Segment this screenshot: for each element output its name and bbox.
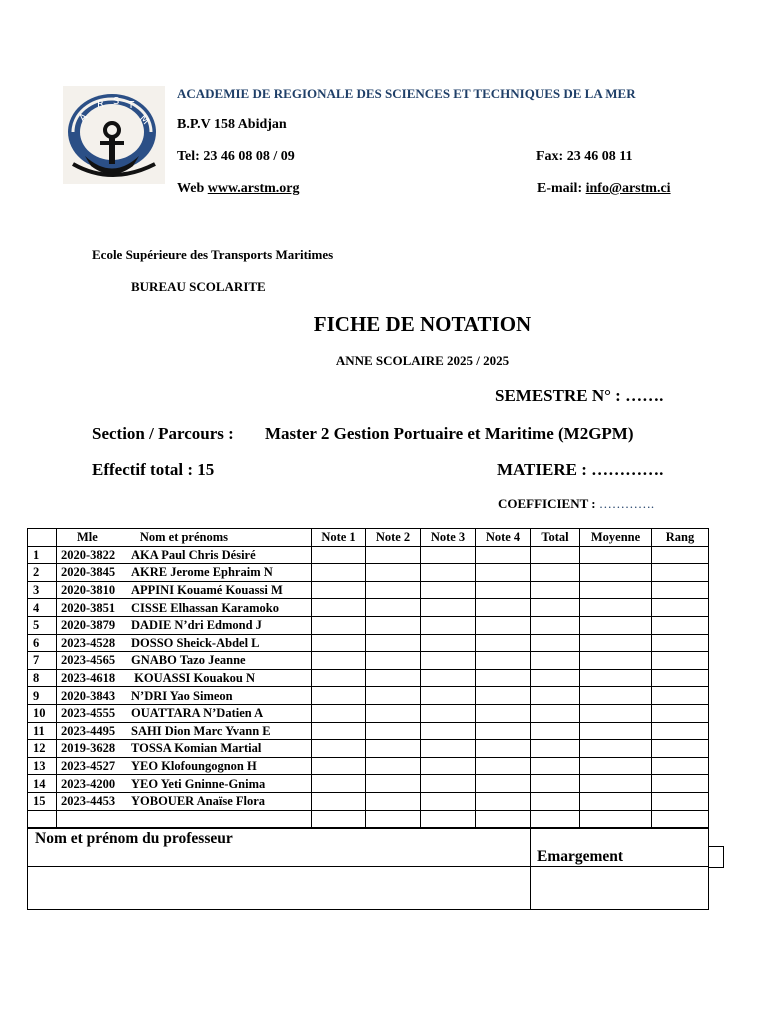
table-row [28, 757, 709, 775]
note2-cell[interactable] [366, 704, 421, 722]
section-value: Master 2 Gestion Portuaire et Maritime (M2GPM) [265, 424, 634, 443]
student-mle: 2023-4528 [61, 635, 116, 650]
note3-cell[interactable] [421, 687, 476, 705]
moyenne-cell[interactable] [580, 687, 652, 705]
student-mle: 2019-3628 [61, 741, 116, 756]
coefficient-dots: …………. [598, 496, 655, 511]
note3-cell[interactable] [421, 616, 476, 634]
total-cell[interactable] [531, 687, 580, 705]
student-cell [57, 775, 312, 793]
note2-cell[interactable] [366, 810, 421, 828]
anchor-logo-icon [63, 86, 165, 184]
row-index: 14 [28, 775, 57, 793]
row-index: 13 [28, 757, 57, 775]
table-header-row [28, 529, 709, 547]
svg-text:T: T [128, 100, 135, 111]
moyenne-cell[interactable] [580, 757, 652, 775]
student-name: YOBOUER Anaïse Flora [131, 794, 266, 809]
rang-cell[interactable] [652, 599, 709, 617]
note3-cell[interactable] [421, 722, 476, 740]
note2-cell[interactable] [366, 687, 421, 705]
document-title: FICHE DE NOTATION [313, 312, 532, 336]
note2-cell[interactable] [366, 634, 421, 652]
header-nom: Nom et prénoms [139, 530, 229, 545]
table-row [28, 599, 709, 617]
student-cell [57, 599, 312, 617]
note3-cell[interactable] [421, 792, 476, 810]
matiere-field: MATIERE : …………. [497, 460, 664, 479]
student-mle: 2023-4527 [61, 759, 116, 774]
note3-cell[interactable] [421, 599, 476, 617]
total-cell[interactable] [531, 564, 580, 582]
total-cell[interactable] [531, 652, 580, 670]
moyenne-cell[interactable] [580, 634, 652, 652]
note1-cell[interactable] [312, 722, 366, 740]
academy-name: ACADEMIE DE REGIONALE DES SCIENCES ET TECHNIQUES DE LA MER [177, 86, 636, 101]
student-mle: 2020-3879 [61, 618, 116, 633]
student-mle: 2023-4453 [61, 794, 116, 809]
school-name: Ecole Supérieure des Transports Maritimes [92, 247, 334, 262]
row-index: 8 [28, 669, 57, 687]
emargement-field[interactable] [531, 867, 709, 910]
student-mle: 2023-4565 [61, 653, 116, 668]
student-name: GNABO Tazo Jeanne [131, 653, 246, 668]
student-mle: 2020-3845 [61, 565, 116, 580]
header-note3: Note 3 [421, 529, 476, 547]
rang-cell[interactable] [652, 704, 709, 722]
emargement-label: Emargement [531, 829, 709, 867]
note1-cell[interactable] [312, 757, 366, 775]
note2-cell[interactable] [366, 616, 421, 634]
note4-cell[interactable] [476, 652, 531, 670]
arstm-logo [63, 86, 165, 184]
header-note1: Note 1 [312, 529, 366, 547]
student-mle: 2020-3851 [61, 600, 116, 615]
svg-text:R: R [97, 99, 104, 110]
note1-cell[interactable] [312, 616, 366, 634]
total-cell[interactable] [531, 792, 580, 810]
student-name: DOSSO Sheick-Abdel L [131, 635, 260, 650]
table-row [28, 740, 709, 758]
total-cell[interactable] [531, 704, 580, 722]
row-index: 4 [28, 599, 57, 617]
total-cell[interactable] [531, 599, 580, 617]
note3-cell[interactable] [421, 581, 476, 599]
student-name: YEO Yeti Gninne-Gnima [131, 776, 266, 791]
coefficient-label: COEFFICIENT : [498, 496, 599, 511]
note1-cell[interactable] [312, 775, 366, 793]
moyenne-cell[interactable] [580, 792, 652, 810]
row-index [28, 810, 57, 828]
note4-cell[interactable] [476, 810, 531, 828]
note2-cell[interactable] [366, 792, 421, 810]
note2-cell[interactable] [366, 652, 421, 670]
moyenne-cell[interactable] [580, 599, 652, 617]
signature-table [27, 828, 709, 910]
semestre-field: SEMESTRE N° : ……. [495, 386, 664, 405]
grades-table [27, 528, 709, 828]
note3-cell[interactable] [421, 704, 476, 722]
section-label: Section / Parcours : [92, 424, 234, 443]
row-index: 10 [28, 704, 57, 722]
note1-cell[interactable] [312, 634, 366, 652]
note1-cell[interactable] [312, 652, 366, 670]
note3-cell[interactable] [421, 757, 476, 775]
student-mle: 2020-3810 [61, 583, 116, 598]
header-total: Total [531, 529, 580, 547]
rang-cell[interactable] [652, 669, 709, 687]
student-name: TOSSA Komian Martial [131, 741, 262, 756]
note3-cell[interactable] [421, 775, 476, 793]
professor-name-label: Nom et prénom du professeur [28, 829, 531, 867]
note2-cell[interactable] [366, 546, 421, 564]
note4-cell[interactable] [476, 704, 531, 722]
note2-cell[interactable] [366, 740, 421, 758]
student-cell [57, 722, 312, 740]
moyenne-cell[interactable] [580, 704, 652, 722]
note1-cell[interactable] [312, 564, 366, 582]
note3-cell[interactable] [421, 546, 476, 564]
note3-cell[interactable] [421, 652, 476, 670]
row-index: 9 [28, 687, 57, 705]
student-cell [57, 652, 312, 670]
student-name: KOUASSI Kouakou N [131, 671, 255, 686]
rang-cell[interactable] [652, 616, 709, 634]
table-row [28, 722, 709, 740]
table-row [28, 581, 709, 599]
student-name: SAHI Dion Marc Yvann E [131, 723, 271, 738]
note1-cell[interactable] [312, 740, 366, 758]
rang-cell[interactable] [652, 810, 709, 828]
coefficient-field [498, 496, 654, 512]
total-cell[interactable] [531, 757, 580, 775]
row-index: 1 [28, 546, 57, 564]
note1-cell[interactable] [312, 599, 366, 617]
table-row [28, 810, 709, 828]
email-line [537, 181, 671, 197]
student-cell [57, 704, 312, 722]
note4-cell[interactable] [476, 546, 531, 564]
moyenne-cell[interactable] [580, 546, 652, 564]
student-name: DADIE N’dri Edmond J [131, 618, 262, 633]
note3-cell[interactable] [421, 634, 476, 652]
note2-cell[interactable] [366, 757, 421, 775]
student-name: APPINI Kouamé Kouassi M [131, 583, 283, 598]
student-name: YEO Klofoungognon H [131, 759, 257, 774]
website-line [177, 181, 300, 197]
student-mle: 2023-4618 [61, 671, 116, 686]
rang-cell[interactable] [652, 634, 709, 652]
rang-cell[interactable] [652, 775, 709, 793]
student-name: N’DRI Yao Simeon [131, 688, 233, 703]
table-row [28, 687, 709, 705]
student-cell [57, 616, 312, 634]
row-index: 7 [28, 652, 57, 670]
professor-name-field[interactable] [28, 867, 531, 910]
bpv-address: B.P.V 158 Abidjan [177, 117, 287, 132]
svg-text:S: S [113, 96, 120, 107]
total-cell[interactable] [531, 722, 580, 740]
moyenne-cell[interactable] [580, 740, 652, 758]
rang-cell[interactable] [652, 722, 709, 740]
note3-cell[interactable] [421, 810, 476, 828]
note2-cell[interactable] [366, 775, 421, 793]
note2-cell[interactable] [366, 599, 421, 617]
total-cell[interactable] [531, 775, 580, 793]
note4-cell[interactable] [476, 616, 531, 634]
rang-cell[interactable] [652, 564, 709, 582]
student-mle: 2023-4495 [61, 723, 116, 738]
student-cell [57, 810, 312, 828]
row-index: 6 [28, 634, 57, 652]
table-row [28, 546, 709, 564]
note4-cell[interactable] [476, 564, 531, 582]
student-cell [57, 669, 312, 687]
total-cell[interactable] [531, 546, 580, 564]
row-index: 3 [28, 581, 57, 599]
note2-cell[interactable] [366, 722, 421, 740]
note4-cell[interactable] [476, 599, 531, 617]
header-moyenne: Moyenne [580, 529, 652, 547]
header-index [28, 529, 57, 547]
student-cell [57, 740, 312, 758]
note1-cell[interactable] [312, 810, 366, 828]
table-row [28, 564, 709, 582]
svg-text:M: M [136, 113, 151, 128]
moyenne-cell[interactable] [580, 775, 652, 793]
row-index: 5 [28, 616, 57, 634]
extra-box [708, 846, 724, 868]
student-cell [57, 792, 312, 810]
table-row [28, 616, 709, 634]
rang-cell[interactable] [652, 687, 709, 705]
note4-cell[interactable] [476, 634, 531, 652]
student-cell [57, 634, 312, 652]
note2-cell[interactable] [366, 669, 421, 687]
table-row [28, 775, 709, 793]
moyenne-cell[interactable] [580, 564, 652, 582]
note4-cell[interactable] [476, 740, 531, 758]
fax: Fax: 23 46 08 11 [536, 149, 633, 164]
note3-cell[interactable] [421, 740, 476, 758]
effectif-total: Effectif total : 15 [92, 460, 215, 479]
row-index: 2 [28, 564, 57, 582]
note3-cell[interactable] [421, 564, 476, 582]
note4-cell[interactable] [476, 792, 531, 810]
table-row [28, 634, 709, 652]
note3-cell[interactable] [421, 669, 476, 687]
total-cell[interactable] [531, 634, 580, 652]
note2-cell[interactable] [366, 581, 421, 599]
moyenne-cell[interactable] [580, 810, 652, 828]
note1-cell[interactable] [312, 687, 366, 705]
email-link[interactable]: info@arstm.ci [585, 181, 671, 196]
total-cell[interactable] [531, 740, 580, 758]
rang-cell[interactable] [652, 581, 709, 599]
note4-cell[interactable] [476, 581, 531, 599]
moyenne-cell[interactable] [580, 616, 652, 634]
note4-cell[interactable] [476, 687, 531, 705]
student-cell [57, 546, 312, 564]
rang-cell[interactable] [652, 546, 709, 564]
table-row [28, 652, 709, 670]
rang-cell[interactable] [652, 740, 709, 758]
email-label: E-mail: [537, 181, 586, 196]
table-row [28, 704, 709, 722]
student-name: OUATTARA N’Datien A [131, 706, 264, 721]
student-name: AKA Paul Chris Désiré [131, 547, 256, 562]
note1-cell[interactable] [312, 792, 366, 810]
header-note2: Note 2 [366, 529, 421, 547]
student-name: CISSE Elhassan Karamoko [131, 600, 279, 615]
moyenne-cell[interactable] [580, 581, 652, 599]
student-cell [57, 564, 312, 582]
student-cell [57, 757, 312, 775]
header-mle-nom [57, 529, 312, 547]
note1-cell[interactable] [312, 546, 366, 564]
website-label: Web [177, 181, 208, 196]
student-cell [57, 687, 312, 705]
student-mle: 2020-3843 [61, 688, 116, 703]
website-link[interactable]: www.arstm.org [207, 181, 300, 196]
note1-cell[interactable] [312, 704, 366, 722]
rang-cell[interactable] [652, 652, 709, 670]
header-note4: Note 4 [476, 529, 531, 547]
student-cell [57, 581, 312, 599]
student-mle: 2023-4200 [61, 776, 116, 791]
moyenne-cell[interactable] [580, 669, 652, 687]
note4-cell[interactable] [476, 669, 531, 687]
rang-cell[interactable] [652, 757, 709, 775]
row-index: 11 [28, 722, 57, 740]
note1-cell[interactable] [312, 669, 366, 687]
note1-cell[interactable] [312, 581, 366, 599]
school-year: ANNE SCOLAIRE 2025 / 2025 [335, 353, 510, 368]
note4-cell[interactable] [476, 757, 531, 775]
total-cell[interactable] [531, 581, 580, 599]
telephone: Tel: 23 46 08 08 / 09 [177, 149, 295, 164]
moyenne-cell[interactable] [580, 652, 652, 670]
note4-cell[interactable] [476, 722, 531, 740]
rang-cell[interactable] [652, 792, 709, 810]
bureau-name: BUREAU SCOLARITE [131, 279, 266, 294]
student-name: AKRE Jerome Ephraim N [131, 565, 273, 580]
student-mle: 2023-4555 [61, 706, 116, 721]
note4-cell[interactable] [476, 775, 531, 793]
row-index: 12 [28, 740, 57, 758]
table-row [28, 792, 709, 810]
total-cell[interactable] [531, 669, 580, 687]
total-cell[interactable] [531, 810, 580, 828]
moyenne-cell[interactable] [580, 722, 652, 740]
row-index: 15 [28, 792, 57, 810]
note2-cell[interactable] [366, 564, 421, 582]
table-row [28, 669, 709, 687]
total-cell[interactable] [531, 616, 580, 634]
header-mle: Mle [77, 530, 98, 545]
header-rang: Rang [652, 529, 709, 547]
student-mle: 2020-3822 [61, 547, 116, 562]
svg-text:A: A [77, 111, 90, 125]
